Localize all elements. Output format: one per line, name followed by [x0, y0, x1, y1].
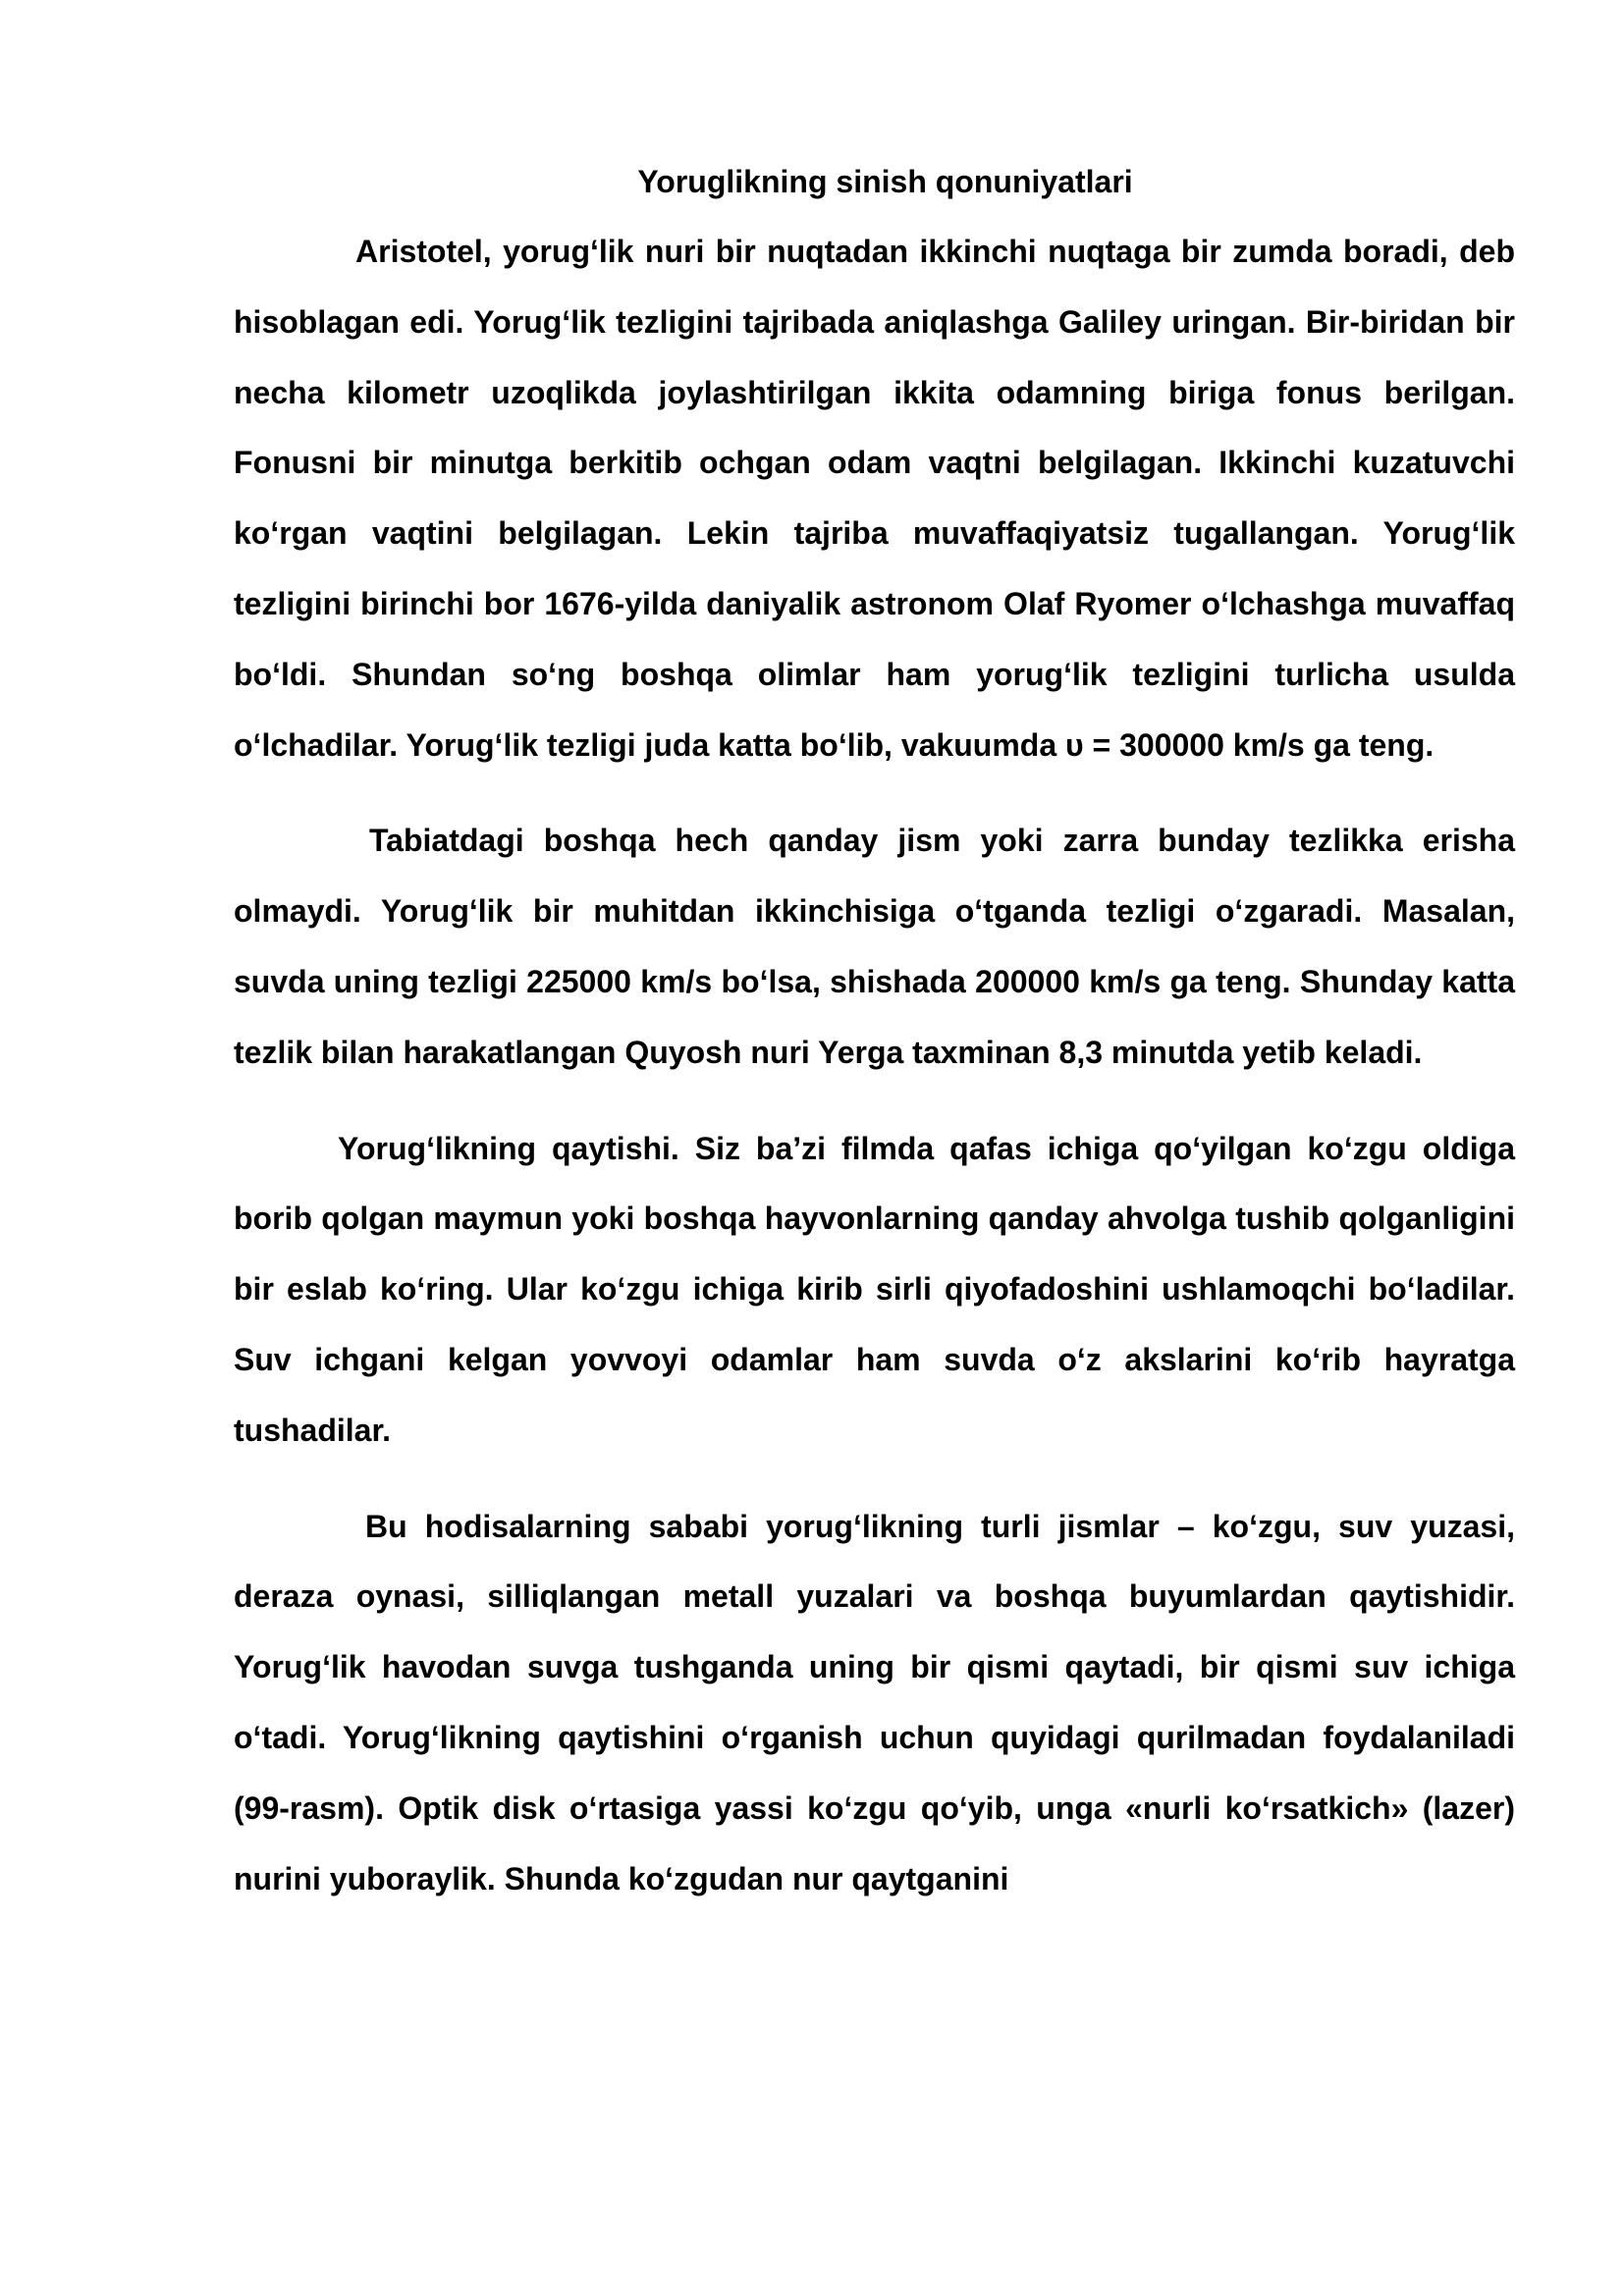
document-body	[234, 152, 1515, 1914]
paragraph-1: Aristotel, yorug‘lik nuri bir nuqtadan ikkinchi nuqtaga bir zumda boradi, deb hisoblagan edi. Yorug‘lik tezligini tajribada aniqlashga Galiley uringan. Bir-biridan bir necha kilometr uzoqlikda joylashtirilgan ikkita odamning biriga fonus berilgan. Fonusni bir minutga berkitib ochgan odam vaqtni belgilagan. Ikkinchi kuzatuvchi ko‘rgan vaqtini belgilagan. Lekin tajriba muvaffaqiyatsiz tugallangan. Yorug‘lik tezligini birinchi bor 1676-yilda daniyalik astronom Olaf Ryomer o‘lchashga muvaffaq bo‘ldi. Shundan so‘ng boshqa olimlar ham yorug‘lik tezligini turlicha usulda o‘lchadilar. Yorug‘lik tezligi juda katta bo‘lib, vakuumda υ = 300000 km/s ga teng.	[234, 234, 1515, 763]
paragraph-2: Tabiatdagi boshqa hech qanday jism yoki zarra bunday tezlikka erisha olmaydi. Yorug‘lik bir muhitdan ikkinchisiga o‘tganda tezligi o‘zgaradi. Masalan, suvda uning tezligi 225000 km/s bo‘lsa, shishada 200000 km/s ga teng. Shunday katta tezlik bilan harakatlangan Quyosh nuri Yerga taxminan 8,3 minutda yetib keladi.	[234, 823, 1515, 1070]
paragraph-4: Bu hodisalarning sababi yorug‘likning turli jismlar – ko‘zgu, suv yuzasi, deraza oynasi, silliqlangan metall yuzalari va boshqa buyumlardan qaytishidir. Yorug‘lik havodan suvga tushganda uning bir qismi qaytadi, bir qismi suv ichiga o‘tadi. Yorug‘likning qaytishini o‘rganish uchun quyidagi qurilmadan foydalaniladi (99-rasm). Optik disk o‘rtasiga yassi ko‘zgu qo‘yib, unga «nurli ko‘rsatkich» (lazer) nurini yuboraylik. Shunda ko‘zgudan nur qaytganini	[234, 1508, 1515, 1896]
paragraph-3: Yorug‘likning qaytishi. Siz ba’zi filmda qafas ichiga qo‘yilgan ko‘zgu oldiga borib qolgan maymun yoki boshqa hayvonlarning qanday ahvolga tushib qolganligini bir eslab ko‘ring. Ular ko‘zgu ichiga kirib sirli qiyofadoshini ushlamoqchi bo‘ladilar. Suv ichgani kelgan yovvoyi odamlar ham suvda o‘z akslarini ko‘rib hayratga tushadilar.	[234, 1130, 1515, 1448]
document-title: Yoruglikning sinish qonuniyatlari	[637, 164, 1133, 199]
